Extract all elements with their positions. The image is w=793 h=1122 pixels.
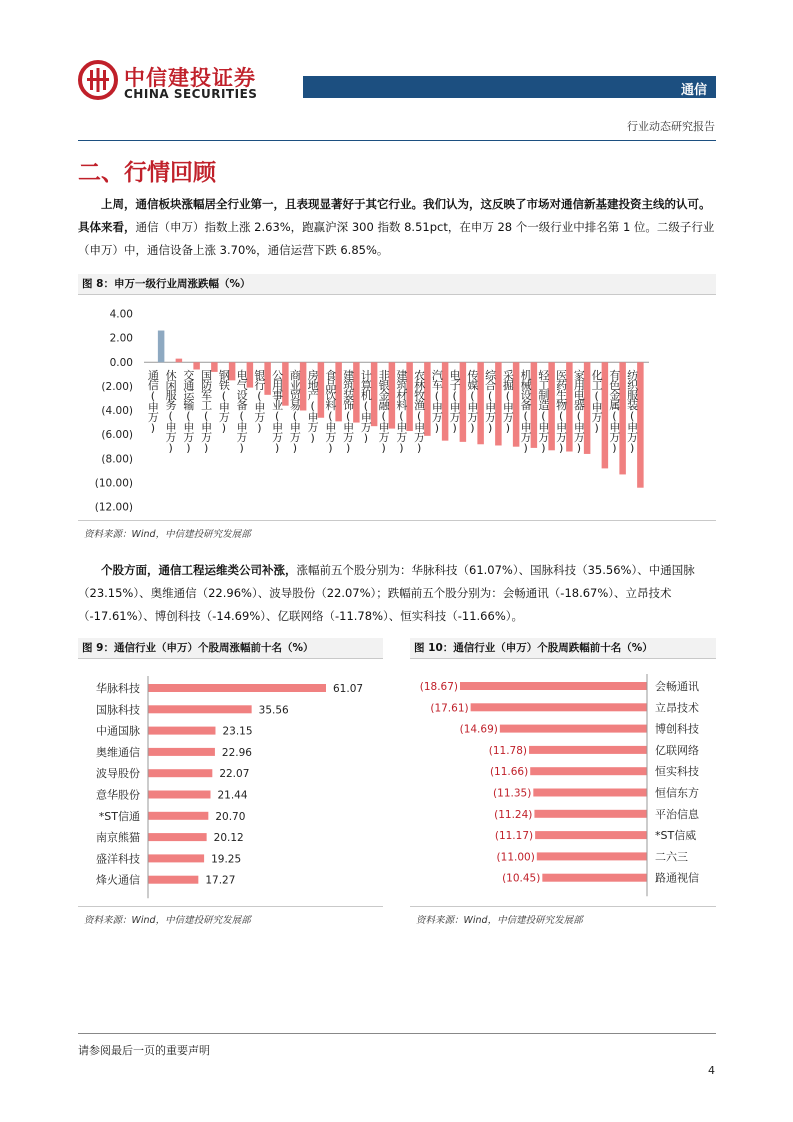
category-label: 博创科技 (655, 722, 699, 736)
category-label: 有色金属(申万) (607, 369, 621, 454)
category-label: 南京熊猫 (96, 831, 140, 845)
y-tick-label: 4.00 (109, 308, 133, 321)
category-label: 传媒(申万) (465, 369, 479, 434)
figure-10-bottom-rule (410, 906, 716, 907)
category-label: 化工(申万) (590, 369, 604, 434)
paragraph-body: 通信（申万）指数上涨 2.63%，跑赢沪深 300 指数 8.51pct，在申万 28 个一级行业中排名第 1 位。二级子行业（申万）中，通信设备上涨 3.70%，通信运营下跌 6.85%。 (78, 220, 715, 257)
brand-name-cn: 中信建投证券 (124, 66, 256, 90)
category-label: 机械设备(申万) (519, 369, 533, 454)
paragraph-lead: 上周，通信板块涨幅居全行业第一，且表现显著好于其它行业。我们认为，这反映了市场对通信新基建投资主线的认可。具体来看， (78, 197, 711, 234)
bar (529, 746, 647, 754)
data-label: 20.70 (215, 810, 246, 823)
bar (542, 874, 647, 882)
figure-9-bottom-rule (78, 906, 383, 907)
category-label: 采掘(申万) (501, 369, 515, 434)
figure-9-source: 资料来源：Wind，中信建投研究发展部 (84, 915, 251, 926)
sector-tag-bar (303, 76, 716, 98)
category-label: 计算机(申万) (359, 369, 373, 444)
brand-logo-icon (78, 60, 118, 100)
top-gainers-chart (78, 670, 383, 900)
data-label: 20.12 (213, 832, 244, 845)
bar (148, 791, 210, 799)
data-label: (10.45) (502, 872, 541, 885)
category-label: 纺织服装(申万) (625, 369, 639, 454)
data-label: 22.96 (221, 746, 252, 759)
bar (148, 854, 204, 862)
data-label: 19.25 (211, 853, 242, 866)
category-label: 银行(申万) (252, 369, 266, 434)
category-label: 钢铁(申万) (217, 369, 231, 434)
sector-tag: 通信 (680, 83, 707, 98)
category-label: 家用电器(申万) (572, 369, 586, 454)
category-label: 奥维通信 (96, 745, 140, 759)
bar (148, 727, 215, 735)
brand-name-en: CHINA SECURITIES (124, 87, 258, 101)
category-label: 平治信息 (655, 807, 699, 821)
category-label: *ST信威 (655, 829, 697, 843)
bar (148, 812, 208, 820)
data-label: (11.66) (489, 766, 529, 779)
data-label: 61.07 (333, 683, 364, 695)
category-label: 非银金融(申万) (377, 369, 391, 454)
figure-9-title-bar (78, 638, 383, 659)
bar (500, 725, 647, 733)
category-label: 电气设备(申万) (235, 369, 249, 454)
y-tick-label: 0.00 (109, 356, 133, 369)
category-label: 通信(申万) (146, 369, 160, 434)
category-label: 交通运输(申万) (181, 369, 195, 454)
bar (148, 748, 215, 756)
figure-9-title: 图 9：通信行业（申万）个股周涨幅前十名（%） (82, 642, 314, 654)
category-label: 二六三 (655, 850, 688, 864)
figure-8-bottom-rule (78, 520, 716, 521)
category-label: 会畅通讯 (655, 680, 699, 693)
data-label: 23.15 (222, 725, 253, 738)
category-label: 汽车(申万) (430, 369, 444, 434)
category-label: 建筑装饰(申万) (341, 369, 355, 454)
section-title: 二、行情回顾 (78, 160, 216, 186)
figure-8-title: 图 8：申万一级行业周涨跌幅（%） (82, 278, 251, 290)
y-tick-label: 2.00 (109, 332, 133, 345)
category-label: *ST信通 (98, 809, 140, 823)
category-label: 恒实科技 (655, 765, 699, 779)
category-label: 波导股份 (96, 767, 140, 781)
bar (535, 831, 647, 839)
top-losers-chart (410, 670, 716, 900)
category-label: 中通国脉 (96, 724, 140, 738)
industry-weekly-change-chart (78, 298, 716, 518)
paragraph-market-review (78, 193, 718, 262)
figure-10-title-bar (410, 638, 716, 659)
category-label: 建筑材料(申万) (394, 369, 408, 454)
footer-disclaimer: 请参阅最后一页的重要声明 (78, 1044, 210, 1057)
bar (176, 359, 183, 363)
category-label: 华脉科技 (96, 682, 140, 695)
y-tick-label: (8.00) (101, 453, 133, 466)
data-label: (11.35) (493, 787, 532, 800)
category-label: 国防军工(申万) (199, 369, 213, 454)
category-label: 房地产(申万) (306, 369, 320, 444)
bar (471, 703, 647, 711)
y-tick-label: (12.00) (94, 501, 133, 514)
data-label: 17.27 (205, 874, 236, 887)
bar (534, 810, 647, 818)
category-label: 烽火通信 (96, 873, 140, 887)
bar (460, 682, 647, 690)
bar (148, 833, 207, 841)
paragraph-lead: 个股方面，通信工程运维类公司补涨， (101, 563, 297, 577)
bar (148, 705, 252, 713)
data-label: (17.61) (430, 702, 469, 715)
data-label: (11.17) (494, 830, 534, 843)
bar (533, 789, 647, 797)
y-tick-label: (4.00) (101, 405, 133, 417)
y-tick-label: (2.00) (101, 380, 133, 393)
bar (148, 876, 198, 884)
data-label: (11.78) (488, 744, 528, 757)
category-label: 综合(申万) (483, 369, 497, 434)
category-label: 亿联网络 (655, 743, 699, 757)
paragraph-body: 涨幅前五个股分别为：华脉科技（61.07%）、国脉科技（35.56%）、中通国脉（23.15%）、奥维通信（22.96%）、波导股份（22.07%）；跌幅前五个股分别为：会畅通讯（-18.67%）、立昂技术（-17.61%）、博创科技（-14.69%）、亿联网络（-11.78%）、恒实科技（-11.66%）。 (78, 563, 695, 623)
category-label: 轻工制造(申万) (536, 369, 550, 454)
y-tick-label: (6.00) (101, 429, 133, 442)
bar (148, 769, 212, 777)
category-label: 公用事业(申万) (270, 369, 284, 454)
category-label: 休闲服务(申万) (164, 369, 178, 454)
y-tick-label: (10.00) (94, 477, 133, 490)
category-label: 电子(申万) (448, 369, 462, 434)
figure-10-source: 资料来源：Wind，中信建投研究发展部 (416, 915, 583, 926)
category-label: 立昂技术 (655, 701, 699, 715)
bar (537, 852, 647, 860)
category-label: 路通视信 (655, 871, 699, 885)
data-label: (14.69) (459, 723, 498, 736)
bar (148, 684, 326, 692)
paragraph-stock-review (78, 559, 718, 628)
data-label: 22.07 (219, 768, 250, 781)
data-label: (11.00) (496, 851, 535, 864)
category-label: 意华股份 (96, 788, 140, 802)
category-label: 商业贸易(申万) (288, 369, 302, 454)
bar (158, 331, 165, 363)
data-label: 21.44 (217, 789, 248, 802)
category-label: 恒信东方 (655, 786, 699, 800)
figure-10-title: 图 10：通信行业（申万）个股周跌幅前十名（%） (414, 642, 653, 654)
category-label: 国脉科技 (96, 703, 140, 717)
header-divider (78, 140, 716, 141)
figure-8-source: 资料来源：Wind，中信建投研究发展部 (84, 529, 251, 540)
data-label: 35.56 (258, 704, 289, 717)
report-type: 行业动态研究报告 (627, 120, 715, 133)
data-label: (11.24) (494, 808, 533, 821)
footer-divider (78, 1033, 716, 1034)
category-label: 食品饮料(申万) (323, 369, 337, 454)
category-label: 盛洋科技 (96, 852, 140, 866)
category-label: 农林牧渔(申万) (412, 369, 426, 454)
category-label: 医药生物(申万) (554, 369, 568, 454)
figure-8-title-bar (78, 274, 716, 295)
page-number: 4 (708, 1064, 715, 1077)
data-label: (18.67) (419, 681, 458, 693)
bar (530, 767, 647, 775)
